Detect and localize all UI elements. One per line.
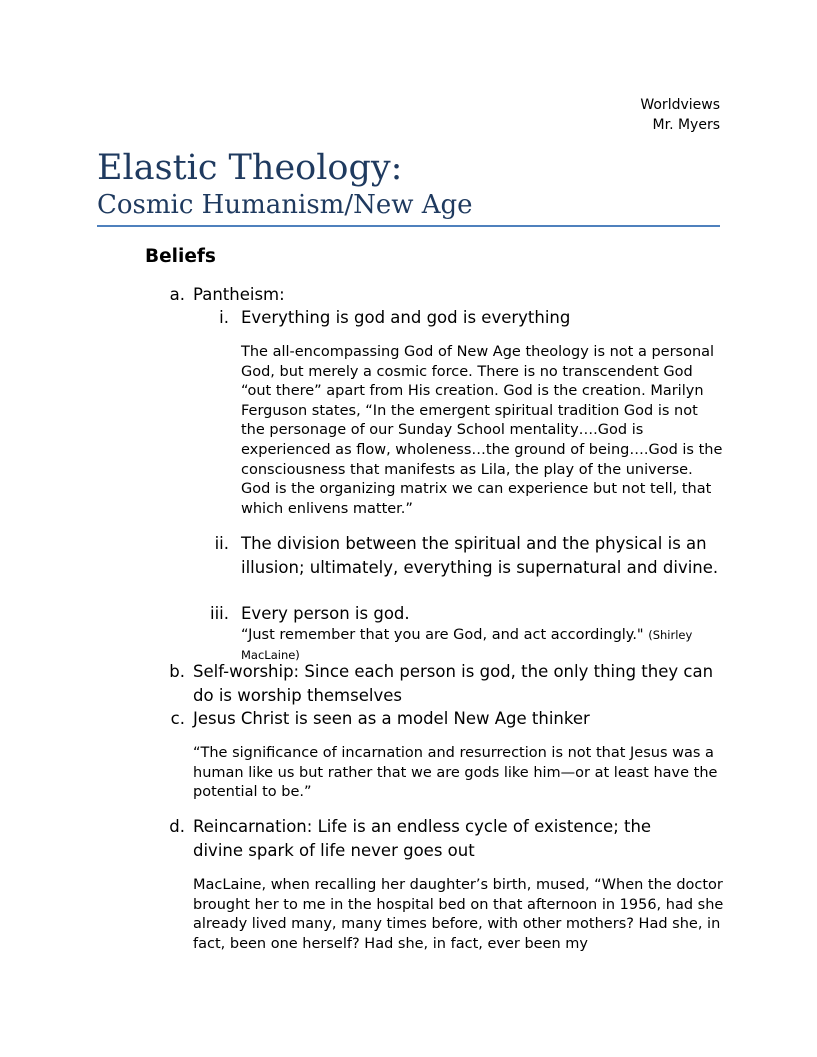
- list-item-text: Jesus Christ is seen as a model New Age thinker: [193, 709, 590, 728]
- list-item-text: Reincarnation: Life is an endless cycle of existence; the divine spark of life never goes out: [193, 817, 652, 860]
- quote-reincarnation: MacLaine, when recalling her daughter’s birth, mused, “When the doctor brought her to me in the hospital bed on that afternoon in 1956, had she already lived many, many times before, with other mothers? Had she, in fact, been one herself? Had she, in fact, ever been my: [193, 877, 724, 952]
- list-item-text: Pantheism:: [193, 285, 285, 304]
- list-marker: ii.: [214, 534, 229, 553]
- list-marker: a.: [169, 285, 185, 304]
- quote-pantheism: The all-encompassing God of New Age theology is not a personal God, but merely a cosmic force. There is no transcendent God “out there” apart from His creation. God is the creation. Marilyn Ferguson states, “In the emergent spiritual tradition God is not the personage of our Sunday School mentality….God is experienced as flow, wholeness…the ground of being….God is the consciousness that manifests as Lila, the play of the universe. God is the organizing matrix we can experience but not tell, that which enlivens matter.”: [241, 344, 723, 517]
- list-marker: i.: [219, 308, 229, 327]
- title-subtitle: Cosmic Humanism/New Age: [97, 190, 473, 220]
- teacher-name: Mr. Myers: [652, 116, 720, 133]
- title-divider: [97, 225, 720, 227]
- document-header: [640, 96, 720, 135]
- section-heading: Beliefs: [145, 246, 216, 267]
- list-item-text: Every person is god.: [241, 604, 410, 623]
- page-title: [97, 146, 722, 220]
- list-item-text: Self-worship: Since each person is god, the only thing they can do is worship themselves: [193, 662, 714, 705]
- quote-text: “Just remember that you are God, and act accordingly.": [241, 627, 644, 643]
- title-main: Elastic Theology:: [97, 148, 403, 188]
- list-marker: d.: [169, 817, 185, 836]
- list-marker: iii.: [210, 604, 229, 623]
- list-marker: c.: [170, 709, 185, 728]
- course-name: Worldviews: [640, 97, 720, 113]
- quote-source: (Shirley MacLaine): [241, 628, 693, 662]
- list-marker: b.: [169, 662, 185, 681]
- quote-jesus: “The significance of incarnation and resurrection is not that Jesus was a human like us but rather that we are gods like him—or at least have the potential to be.”: [193, 745, 718, 801]
- list-item-text: Everything is god and god is everything: [241, 308, 571, 327]
- list-item-text: The division between the spiritual and the physical is an illusion; ultimately, everything is supernatural and divine.: [241, 534, 719, 577]
